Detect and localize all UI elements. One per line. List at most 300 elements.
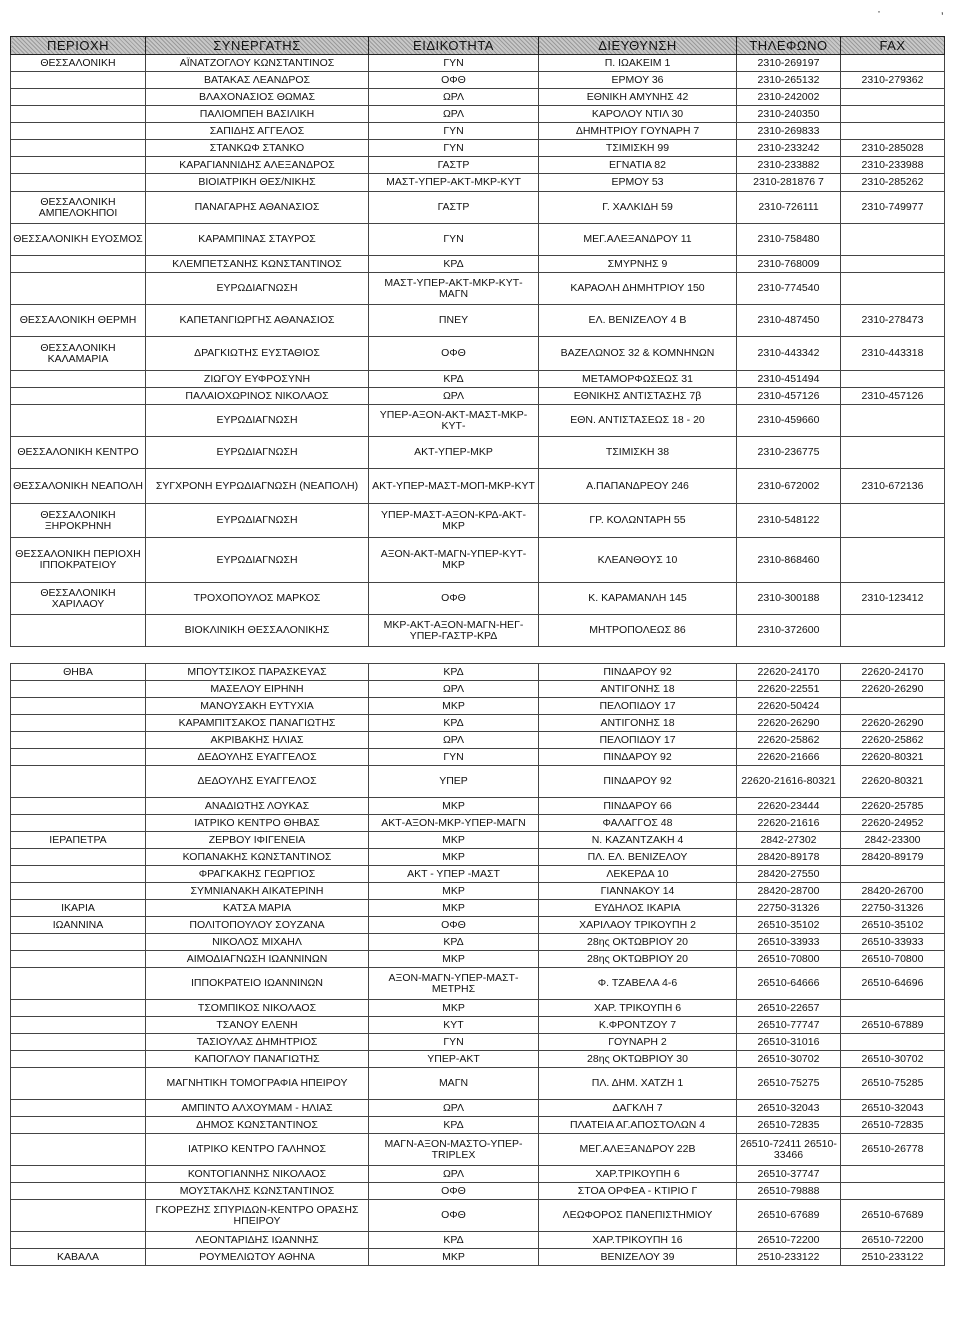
- cell-partner: ΚΟΠΑΝΑΚΗΣ ΚΩΝΣΤΑΝΤΙΝΟΣ: [146, 849, 369, 866]
- cell-region: [11, 1200, 146, 1232]
- table-row: [11, 715, 945, 732]
- cell-partner: ΜΑΝΟΥΣΑΚΗ ΕΥΤΥΧΙΑ: [146, 698, 369, 715]
- table-row: [11, 405, 945, 437]
- table-row: [11, 583, 945, 615]
- header-specialty: ΕΙΔΙΚΟΤΗΤΑ: [369, 37, 539, 55]
- cell-specialty: ΑΚΤ-ΑΞΟΝ-ΜΚΡ-ΥΠΕΡ-ΜΑΓΝ: [369, 815, 539, 832]
- table-row: [11, 732, 945, 749]
- cell-partner: ΡΟΥΜΕΛΙΩΤΟΥ ΑΘΗΝΑ: [146, 1249, 369, 1266]
- table-row: [11, 504, 945, 538]
- table-row: [11, 305, 945, 337]
- cell-address: ΚΑΡΟΛΟΥ ΝΤΙΛ 30: [539, 106, 737, 123]
- cell-partner: ΠΟΛΙΤΟΠΟΥΛΟΥ ΣΟΥΖΑΝΑ: [146, 917, 369, 934]
- cell-region: [11, 89, 146, 106]
- cell-specialty: ΓΑΣΤΡ: [369, 157, 539, 174]
- cell-partner: ΒΙΟΙΑΤΡΙΚΗ ΘΕΣ/ΝΙΚΗΣ: [146, 174, 369, 192]
- cell-partner: ΙΠΠΟΚΡΑΤΕΙΟ ΙΩΑΝΝΙΝΩΝ: [146, 968, 369, 1000]
- cell-specialty: ΩΡΛ: [369, 89, 539, 106]
- cell-region: [11, 371, 146, 388]
- cell-phone: 2310-768009: [737, 256, 841, 273]
- cell-phone: 22620-21666: [737, 749, 841, 766]
- cell-partner: ΑΜΠΙΝΤΟ ΑΛΧΟΥΜΑΜ - ΗΛΙΑΣ: [146, 1100, 369, 1117]
- cell-specialty: ΑΞΟΝ-ΜΑΓΝ-ΥΠΕΡ-ΜΑΣΤ-ΜΕΤΡΗΣ: [369, 968, 539, 1000]
- cell-region: [11, 766, 146, 798]
- cell-region: [11, 1068, 146, 1100]
- cell-address: Ν. ΚΑΖΑΝΤΖΑΚΗ 4: [539, 832, 737, 849]
- cell-specialty: ΜΚΡ-ΑΚΤ-ΑΞΟΝ-ΜΑΓΝ-ΗΕΓ-ΥΠΕΡ-ΓΑΣΤΡ-ΚΡΔ: [369, 615, 539, 647]
- cell-specialty: ΟΦΘ: [369, 72, 539, 89]
- cell-specialty: ΥΠΕΡ: [369, 766, 539, 798]
- cell-fax: 26510-72835: [841, 1117, 945, 1134]
- cell-address: ΔΗΜΗΤΡΙΟΥ ΓΟΥΝΑΡΗ 7: [539, 123, 737, 140]
- cell-fax: [841, 615, 945, 647]
- cell-region: ΘΕΣΣΑΛΟΝΙΚΗ: [11, 55, 146, 72]
- table-row: [11, 371, 945, 388]
- cell-region: [11, 749, 146, 766]
- cell-region: [11, 968, 146, 1000]
- cell-phone: 2310-269833: [737, 123, 841, 140]
- cell-phone: 2310-548122: [737, 504, 841, 538]
- cell-specialty: ΑΚΤ-ΥΠΕΡ-ΜΑΣΤ-ΜΟΠ-ΜΚΡ-ΚΥΤ: [369, 469, 539, 504]
- cell-phone: 26510-35102: [737, 917, 841, 934]
- cell-address: ΠΕΛΟΠΙΔΟΥ 17: [539, 698, 737, 715]
- cell-address: Γ. ΧΑΛΚΙΔΗ 59: [539, 192, 737, 224]
- table-body: [11, 55, 945, 1266]
- cell-address: ΠΙΝΔΑΡΟΥ 66: [539, 798, 737, 815]
- table-row: [11, 1183, 945, 1200]
- speck-mark: ʼ: [941, 10, 944, 24]
- cell-specialty: ΜΑΓΝ-ΑΞΟΝ-ΜΑΣΤΟ-ΥΠΕΡ-TRIPLEX: [369, 1134, 539, 1166]
- cell-address: ΕΓΝΑΤΙΑ 82: [539, 157, 737, 174]
- cell-partner: ΜΑΣΕΛΟΥ ΕΙΡΗΝΗ: [146, 681, 369, 698]
- cell-region: ΘΕΣΣΑΛΟΝΙΚΗ ΚΕΝΤΡΟ: [11, 437, 146, 469]
- cell-partner: ΕΥΡΩΔΙΑΓΝΩΣΗ: [146, 538, 369, 583]
- cell-region: [11, 883, 146, 900]
- cell-region: [11, 1134, 146, 1166]
- cell-address: ΕΘΝ. ΑΝΤΙΣΤΑΣΕΩΣ 18 - 20: [539, 405, 737, 437]
- cell-address: ΠΙΝΔΑΡΟΥ 92: [539, 749, 737, 766]
- cell-partner: ΚΑΡΑΜΠΙΤΣΑΚΟΣ ΠΑΝΑΓΙΩΤΗΣ: [146, 715, 369, 732]
- cell-partner: ΕΥΡΩΔΙΑΓΝΩΣΗ: [146, 273, 369, 305]
- cell-address: ΠΛ. ΔΗΜ. ΧΑΤΖΗ 1: [539, 1068, 737, 1100]
- cell-address: 28ης ΟΚΤΩΒΡΙΟΥ 30: [539, 1051, 737, 1068]
- cell-partner: ΔΗΜΟΣ ΚΩΝΣΤΑΝΤΙΝΟΣ: [146, 1117, 369, 1134]
- cell-specialty: ΜΑΣΤ-ΥΠΕΡ-ΑΚΤ-ΜΚΡ-ΚΥΤ-ΜΑΓΝ: [369, 273, 539, 305]
- cell-specialty: ΚΡΔ: [369, 664, 539, 681]
- cell-fax: 2842-23300: [841, 832, 945, 849]
- cell-region: [11, 866, 146, 883]
- cell-phone: 22620-50424: [737, 698, 841, 715]
- cell-region: ΘΕΣΣΑΛΟΝΙΚΗ ΠΕΡΙΟΧΗ ΙΠΠΟΚΡΑΤΕΙΟΥ: [11, 538, 146, 583]
- cell-phone: 2310-672002: [737, 469, 841, 504]
- cell-phone: 22620-24170: [737, 664, 841, 681]
- table-row: [11, 538, 945, 583]
- table-row: [11, 273, 945, 305]
- cell-specialty: ΚΡΔ: [369, 1117, 539, 1134]
- cell-partner: ΒΑΤΑΚΑΣ ΛΕΑΝΔΡΟΣ: [146, 72, 369, 89]
- cell-fax: 2310-123412: [841, 583, 945, 615]
- table-row: [11, 849, 945, 866]
- cell-region: [11, 1000, 146, 1017]
- cell-specialty: ΟΦΘ: [369, 583, 539, 615]
- cell-phone: 2310-240350: [737, 106, 841, 123]
- table-row: [11, 968, 945, 1000]
- cell-address: ΜΗΤΡΟΠΟΛΕΩΣ 86: [539, 615, 737, 647]
- cell-phone: 2310-265132: [737, 72, 841, 89]
- cell-specialty: ΜΚΡ: [369, 798, 539, 815]
- cell-partner: ΣΥΓΧΡΟΝΗ ΕΥΡΩΔΙΑΓΝΩΣΗ (ΝΕΑΠΟΛΗ): [146, 469, 369, 504]
- cell-region: [11, 798, 146, 815]
- cell-fax: [841, 504, 945, 538]
- cell-region: ΘΕΣΣΑΛΟΝΙΚΗ ΑΜΠΕΛΟΚΗΠΟΙ: [11, 192, 146, 224]
- cell-address: ΜΕΓ.ΑΛΕΞΑΝΔΡΟΥ 11: [539, 224, 737, 256]
- cell-partner: ΒΙΟΚΛΙΝΙΚΗ ΘΕΣΣΑΛΟΝΙΚΗΣ: [146, 615, 369, 647]
- cell-specialty: ΓΥΝ: [369, 224, 539, 256]
- table-row: [11, 1034, 945, 1051]
- cell-specialty: ΥΠΕΡ-ΜΑΣΤ-ΑΞΟΝ-ΚΡΔ-ΑΚΤ-ΜΚΡ: [369, 504, 539, 538]
- cell-specialty: ΜΚΡ: [369, 698, 539, 715]
- cell-fax: 2310-233988: [841, 157, 945, 174]
- cell-partner: ΖΕΡΒΟΥ ΙΦΙΓΕΝΕΙΑ: [146, 832, 369, 849]
- cell-partner: ΠΑΛΑΙΟΧΩΡΙΝΟΣ ΝΙΚΟΛΑΟΣ: [146, 388, 369, 405]
- cell-address: ΒΑΖΕΛΩΝΟΣ 32 & ΚΟΜΝΗΝΩΝ: [539, 337, 737, 371]
- cell-region: ΘΕΣΣΑΛΟΝΙΚΗ ΚΑΛΑΜΑΡΙΑ: [11, 337, 146, 371]
- cell-specialty: ΜΚΡ: [369, 900, 539, 917]
- cell-fax: 22620-80321: [841, 749, 945, 766]
- cell-phone: 2310-487450: [737, 305, 841, 337]
- cell-specialty: ΟΦΘ: [369, 1200, 539, 1232]
- cell-specialty: ΚΡΔ: [369, 256, 539, 273]
- cell-specialty: ΜΚΡ: [369, 951, 539, 968]
- speck-mark: ·: [877, 4, 881, 18]
- cell-fax: [841, 538, 945, 583]
- cell-address: ΕΛ. ΒΕΝΙΖΕΛΟΥ 4 Β: [539, 305, 737, 337]
- cell-partner: ΔΕΔΟΥΛΗΣ ΕΥΑΓΓΕΛΟΣ: [146, 766, 369, 798]
- cell-phone: 22620-25862: [737, 732, 841, 749]
- cell-address: ΜΕΤΑΜΟΡΦΩΣΕΩΣ 31: [539, 371, 737, 388]
- cell-address: ΧΑΡ.ΤΡΙΚΟΥΠΗ 16: [539, 1232, 737, 1249]
- cell-phone: [737, 647, 841, 664]
- cell-specialty: ΜΑΣΤ-ΥΠΕΡ-ΑΚΤ-ΜΚΡ-ΚΥΤ: [369, 174, 539, 192]
- cell-fax: [841, 698, 945, 715]
- cell-partner: ΕΥΡΩΔΙΑΓΝΩΣΗ: [146, 405, 369, 437]
- cell-partner: ΚΑΡΑΓΙΑΝΝΙΔΗΣ ΑΛΕΞΑΝΔΡΟΣ: [146, 157, 369, 174]
- cell-phone: 2310-758480: [737, 224, 841, 256]
- cell-phone: 2510-233122: [737, 1249, 841, 1266]
- cell-fax: [841, 1183, 945, 1200]
- cell-address: [539, 647, 737, 664]
- cell-fax: [841, 371, 945, 388]
- cell-partner: ΚΑΠΟΓΛΟΥ ΠΑΝΑΓΙΩΤΗΣ: [146, 1051, 369, 1068]
- cell-region: [11, 815, 146, 832]
- cell-address: ΑΝΤΙΓΟΝΗΣ 18: [539, 681, 737, 698]
- cell-address: ΧΑΡ. ΤΡΙΚΟΥΠΗ 6: [539, 1000, 737, 1017]
- cell-specialty: ΩΡΛ: [369, 732, 539, 749]
- cell-phone: 28420-27550: [737, 866, 841, 883]
- table-row: [11, 388, 945, 405]
- cell-phone: 26510-67689: [737, 1200, 841, 1232]
- cell-address: ΠΛ. ΕΛ. ΒΕΝΙΖΕΛΟΥ: [539, 849, 737, 866]
- table-row: [11, 615, 945, 647]
- cell-partner: ΚΛΕΜΠΕΤΣΑΝΗΣ ΚΩΝΣΤΑΝΤΙΝΟΣ: [146, 256, 369, 273]
- cell-phone: 22620-21616: [737, 815, 841, 832]
- header-fax: FAX: [841, 37, 945, 55]
- cell-partner: [146, 647, 369, 664]
- cell-phone: 2310-774540: [737, 273, 841, 305]
- cell-partner: ΚΑΠΕΤΑΝΓΙΩΡΓΗΣ ΑΘΑΝΑΣΙΟΣ: [146, 305, 369, 337]
- cell-partner: ΒΛΑΧΟΝΑΣΙΟΣ ΘΩΜΑΣ: [146, 89, 369, 106]
- table-row: [11, 917, 945, 934]
- cell-phone: 2310-281876 7: [737, 174, 841, 192]
- cell-specialty: ΥΠΕΡ-ΑΞΟΝ-ΑΚΤ-ΜΑΣΤ-ΜΚΡ-ΚΥΤ-: [369, 405, 539, 437]
- cell-address: ΕΘΝΙΚΗΣ ΑΝΤΙΣΤΑΣΗΣ 7β: [539, 388, 737, 405]
- table-row: [11, 140, 945, 157]
- cell-specialty: ΩΡΛ: [369, 388, 539, 405]
- cell-fax: 2310-749977: [841, 192, 945, 224]
- cell-region: [11, 698, 146, 715]
- cell-partner: ΔΡΑΓΚΙΩΤΗΣ ΕΥΣΤΑΘΙΟΣ: [146, 337, 369, 371]
- cell-fax: 2510-233122: [841, 1249, 945, 1266]
- cell-address: ΚΑΡΑΟΛΗ ΔΗΜΗΤΡΙΟΥ 150: [539, 273, 737, 305]
- cell-region: [11, 1034, 146, 1051]
- cell-specialty: ΜΚΡ: [369, 883, 539, 900]
- table-row: [11, 1166, 945, 1183]
- cell-phone: 22620-26290: [737, 715, 841, 732]
- cell-region: [11, 849, 146, 866]
- cell-specialty: ΜΚΡ: [369, 832, 539, 849]
- cell-region: ΘΕΣΣΑΛΟΝΙΚΗ ΕΥΟΣΜΟΣ: [11, 224, 146, 256]
- cell-partner: ΜΑΓΝΗΤΙΚΗ ΤΟΜΟΓΡΑΦΙΑ ΗΠΕΙΡΟΥ: [146, 1068, 369, 1100]
- cell-fax: 26510-75285: [841, 1068, 945, 1100]
- cell-fax: 22620-24952: [841, 815, 945, 832]
- cell-fax: [841, 1000, 945, 1017]
- cell-phone: 26510-72835: [737, 1117, 841, 1134]
- cell-address: 28ης ΟΚΤΩΒΡΙΟΥ 20: [539, 934, 737, 951]
- cell-address: ΚΛΕΑΝΘΟΥΣ 10: [539, 538, 737, 583]
- cell-phone: 2310-443342: [737, 337, 841, 371]
- cell-specialty: ΜΑΓΝ: [369, 1068, 539, 1100]
- table-row: [11, 1017, 945, 1034]
- table-row: [11, 815, 945, 832]
- cell-phone: 26510-70800: [737, 951, 841, 968]
- cell-partner: ΣΥΜΝΙΑΝΑΚΗ ΑΙΚΑΤΕΡΙΝΗ: [146, 883, 369, 900]
- cell-phone: 26510-22657: [737, 1000, 841, 1017]
- cell-partner: ΠΑΛΙΟΜΠΕΗ ΒΑΣΙΛΙΚΗ: [146, 106, 369, 123]
- cell-address: ΦΑΛΑΓΓΟΣ 48: [539, 815, 737, 832]
- table-row: [11, 798, 945, 815]
- table-row: [11, 89, 945, 106]
- cell-partner: ΤΣΟΜΠΙΚΟΣ ΝΙΚΟΛΑΟΣ: [146, 1000, 369, 1017]
- cell-fax: 26510-72200: [841, 1232, 945, 1249]
- cell-region: [11, 140, 146, 157]
- cell-address: ΧΑΡΙΛΑΟΥ ΤΡΙΚΟΥΠΗ 2: [539, 917, 737, 934]
- cell-fax: [841, 647, 945, 664]
- cell-fax: 28420-26700: [841, 883, 945, 900]
- cell-partner: ΑΚΡΙΒΑΚΗΣ ΗΛΙΑΣ: [146, 732, 369, 749]
- cell-partner: ΣΤΑΝΚΩΦ ΣΤΑΝΚΟ: [146, 140, 369, 157]
- cell-partner: ΛΕΟΝΤΑΡΙΔΗΣ ΙΩΑΝΝΗΣ: [146, 1232, 369, 1249]
- cell-address: ΣΤΟΑ ΟΡΦΕΑ - ΚΤΙΡΙΟ Γ: [539, 1183, 737, 1200]
- cell-partner: ΚΑΤΣΑ ΜΑΡΙΑ: [146, 900, 369, 917]
- cell-address: ΣΜΥΡΝΗΣ 9: [539, 256, 737, 273]
- cell-fax: 26510-32043: [841, 1100, 945, 1117]
- cell-address: ΛΕΩΦΟΡΟΣ ΠΑΝΕΠΙΣΤΗΜΙΟΥ: [539, 1200, 737, 1232]
- cell-phone: 26510-37747: [737, 1166, 841, 1183]
- table-row: [11, 123, 945, 140]
- cell-fax: 2310-443318: [841, 337, 945, 371]
- cell-phone: 26510-77747: [737, 1017, 841, 1034]
- table-row: [11, 224, 945, 256]
- cell-region: ΙΕΡΑΠΕΤΡΑ: [11, 832, 146, 849]
- cell-address: ΠΙΝΔΑΡΟΥ 92: [539, 766, 737, 798]
- cell-fax: [841, 273, 945, 305]
- cell-fax: 22620-26290: [841, 681, 945, 698]
- cell-address: ΤΣΙΜΙΣΚΗ 99: [539, 140, 737, 157]
- table-row: [11, 469, 945, 504]
- cell-phone: 2310-242002: [737, 89, 841, 106]
- cell-region: [11, 256, 146, 273]
- table-row: [11, 174, 945, 192]
- cell-fax: [841, 123, 945, 140]
- cell-region: [11, 1051, 146, 1068]
- table-row: [11, 1051, 945, 1068]
- cell-partner: ΖΙΩΓΟΥ ΕΥΦΡΟΣΥΝΗ: [146, 371, 369, 388]
- header-region: ΠΕΡΙΟΧΗ: [11, 37, 146, 55]
- cell-partner: ΑΙΜΟΔΙΑΓΝΩΣΗ ΙΩΑΝΝΙΝΩΝ: [146, 951, 369, 968]
- cell-specialty: ΟΦΘ: [369, 917, 539, 934]
- cell-region: ΘΕΣΣΑΛΟΝΙΚΗ ΧΑΡΙΛΑΟΥ: [11, 583, 146, 615]
- cell-region: ΙΩΑΝΝΙΝΑ: [11, 917, 146, 934]
- cell-region: [11, 732, 146, 749]
- cell-specialty: ΚΡΔ: [369, 934, 539, 951]
- table-row: [11, 1117, 945, 1134]
- table-row: [11, 1249, 945, 1266]
- header-phone: ΤΗΛΕΦΩΝΟ: [737, 37, 841, 55]
- cell-specialty: ΩΡΛ: [369, 106, 539, 123]
- cell-fax: 22620-80321: [841, 766, 945, 798]
- cell-region: [11, 388, 146, 405]
- cell-region: ΘΕΣΣΑΛΟΝΙΚΗ ΝΕΑΠΟΛΗ: [11, 469, 146, 504]
- cell-fax: 26510-33933: [841, 934, 945, 951]
- cell-region: [11, 615, 146, 647]
- cell-region: [11, 174, 146, 192]
- cell-phone: 2310-233882: [737, 157, 841, 174]
- cell-partner: ΣΑΠΙΔΗΣ ΑΓΓΕΛΟΣ: [146, 123, 369, 140]
- cell-fax: 26510-67689: [841, 1200, 945, 1232]
- cell-address: ΜΕΓ.ΑΛΕΞΑΝΔΡΟΥ 22Β: [539, 1134, 737, 1166]
- cell-phone: 26510-31016: [737, 1034, 841, 1051]
- cell-fax: 22750-31326: [841, 900, 945, 917]
- table-row: [11, 106, 945, 123]
- cell-region: [11, 273, 146, 305]
- cell-specialty: ΠΝΕΥ: [369, 305, 539, 337]
- cell-fax: 26510-64696: [841, 968, 945, 1000]
- cell-region: [11, 647, 146, 664]
- cell-fax: 2310-279362: [841, 72, 945, 89]
- cell-phone: 2310-868460: [737, 538, 841, 583]
- table-row: [11, 157, 945, 174]
- cell-phone: 22620-23444: [737, 798, 841, 815]
- table-row: [11, 664, 945, 681]
- table-row: [11, 681, 945, 698]
- cell-fax: 2310-457126: [841, 388, 945, 405]
- table-row: [11, 951, 945, 968]
- cell-partner: ΑΪΝΑΤΖΟΓΛΟΥ ΚΩΝΣΤΑΝΤΙΝΟΣ: [146, 55, 369, 72]
- cell-address: Κ.ΦΡΟΝΤΖΟΥ 7: [539, 1017, 737, 1034]
- cell-specialty: ΟΦΘ: [369, 337, 539, 371]
- cell-region: ΚΑΒΑΛΑ: [11, 1249, 146, 1266]
- cell-phone: 26510-72411 26510-33466: [737, 1134, 841, 1166]
- cell-specialty: ΚΡΔ: [369, 1232, 539, 1249]
- cell-fax: [841, 89, 945, 106]
- cell-partner: ΦΡΑΓΚΑΚΗΣ ΓΕΩΡΓΙΟΣ: [146, 866, 369, 883]
- cell-address: 28ης ΟΚΤΩΒΡΙΟΥ 20: [539, 951, 737, 968]
- cell-region: [11, 123, 146, 140]
- cell-fax: [841, 437, 945, 469]
- table-row: [11, 437, 945, 469]
- cell-address: ΒΕΝΙΖΕΛΟΥ 39: [539, 1249, 737, 1266]
- cell-address: ΓΙΑΝΝΑΚΟΥ 14: [539, 883, 737, 900]
- cell-partner: ΔΕΔΟΥΛΗΣ ΕΥΑΓΓΕΛΟΣ: [146, 749, 369, 766]
- header-partner: ΣΥΝΕΡΓΑΤΗΣ: [146, 37, 369, 55]
- cell-specialty: ΩΡΛ: [369, 1166, 539, 1183]
- cell-fax: [841, 106, 945, 123]
- spacer-row: [11, 647, 945, 664]
- cell-specialty: ΓΥΝ: [369, 749, 539, 766]
- cell-region: [11, 1232, 146, 1249]
- cell-region: [11, 681, 146, 698]
- cell-phone: 26510-79888: [737, 1183, 841, 1200]
- table-row: [11, 72, 945, 89]
- cell-specialty: ΟΦΘ: [369, 1183, 539, 1200]
- cell-specialty: ΑΞΟΝ-ΑΚΤ-ΜΑΓΝ-ΥΠΕΡ-ΚΥΤ-ΜΚΡ: [369, 538, 539, 583]
- cell-address: Φ. ΤΖΑΒΕΛΑ 4-6: [539, 968, 737, 1000]
- cell-phone: 2310-269197: [737, 55, 841, 72]
- cell-region: [11, 951, 146, 968]
- cell-specialty: ΜΚΡ: [369, 1000, 539, 1017]
- cell-region: [11, 1183, 146, 1200]
- cell-region: [11, 157, 146, 174]
- table-row: [11, 1134, 945, 1166]
- cell-specialty: ΓΥΝ: [369, 1034, 539, 1051]
- table-row: [11, 766, 945, 798]
- cell-partner: ΤΡΟΧΟΠΟΥΛΟΣ ΜΑΡΚΟΣ: [146, 583, 369, 615]
- cell-phone: 2310-372600: [737, 615, 841, 647]
- cell-phone: 22620-21616-80321: [737, 766, 841, 798]
- table-row: [11, 55, 945, 72]
- cell-fax: 22620-24170: [841, 664, 945, 681]
- cell-region: [11, 72, 146, 89]
- cell-fax: [841, 224, 945, 256]
- table-row: [11, 883, 945, 900]
- cell-address: ΔΑΓΚΛΗ 7: [539, 1100, 737, 1117]
- table-row: [11, 698, 945, 715]
- table-row: [11, 1000, 945, 1017]
- cell-partner: ΤΣΑΝΟΥ ΕΛΕΝΗ: [146, 1017, 369, 1034]
- cell-phone: 2310-459660: [737, 405, 841, 437]
- cell-address: ΓΟΥΝΑΡΗ 2: [539, 1034, 737, 1051]
- cell-specialty: ΜΚΡ: [369, 849, 539, 866]
- cell-partner: ΑΝΑΔΙΩΤΗΣ ΛΟΥΚΑΣ: [146, 798, 369, 815]
- cell-partner: ΕΥΡΩΔΙΑΓΝΩΣΗ: [146, 437, 369, 469]
- cell-fax: [841, 256, 945, 273]
- cell-region: [11, 934, 146, 951]
- cell-phone: 2310-726111: [737, 192, 841, 224]
- cell-fax: [841, 405, 945, 437]
- cell-fax: 28420-89179: [841, 849, 945, 866]
- cell-fax: 2310-285028: [841, 140, 945, 157]
- cell-fax: 2310-672136: [841, 469, 945, 504]
